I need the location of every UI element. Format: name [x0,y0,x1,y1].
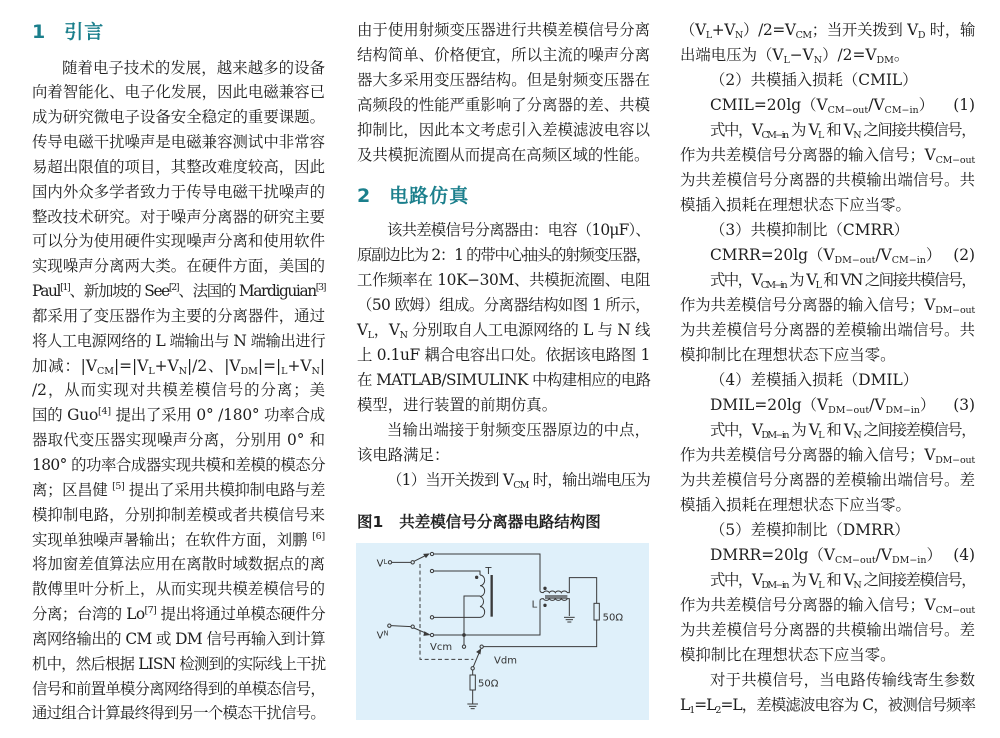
text-line: 模型，进行装置的前期仿真。 [357,395,558,414]
l-label: L [531,599,538,611]
resistor-label-right: 50Ω [602,612,624,624]
subscript: L [367,329,374,341]
equation-body: $CMIL=20\lg(V_{CM-out}/V_{CM-in})$ [710,95,935,116]
equation [680,543,975,568]
text-line: 式中，$V_{DM-in}$ 为 $V_L$ 和 $V_N$ 之间接差模信号， [710,420,976,441]
text-line: 成为研究微电子设备安全稳定的重要课题。 [32,108,325,127]
subscript: DM−out [935,454,975,466]
figure-caption-text: 共差模信号分离器电路结构图 [399,513,601,531]
citation-superscript: [3] [315,282,326,294]
citation-superscript: [4] [98,406,111,418]
subscript: CM−in [760,279,786,291]
text-line: 抑制比，因此本文考虑引入差模滤波电容以 [357,120,650,139]
subscript: DM−in [761,429,788,441]
vn-label: $V^N$ [376,629,389,642]
text-line: 实现噪声分离两大类。在硬件方面，美国的 [32,257,325,276]
column-3-body [680,18,975,718]
subscript: DM [240,365,258,377]
text-line: 上 0.1uF 耦合电容出口处。依据该电路图 1 [357,345,650,364]
text-line: 器大多采用变压器结构。但是射频变压器在 [357,70,650,89]
text-line: $L_1=L_2=L$，差模滤波电容为 C，被测信号频率 [680,695,975,716]
equation-body: $CMRR=20\lg(V_{DM-out}/V_{CM-in})$ [710,245,942,266]
subscript: L [148,365,155,377]
subscript: N [853,579,861,591]
citation-superscript: [5] [112,480,125,492]
resistor-label-bottom: 50Ω [478,678,499,690]
resistor-50-ohm-right [483,603,599,646]
equation-number: (4) [953,545,975,564]
citation-superscript: [1] [60,282,70,294]
coil-t [430,569,491,648]
text-line: 结构简单、价格便宜，所以主流的噪声分离 [357,45,650,64]
subscript: CM [96,365,114,377]
subscript: DM−in [891,554,927,566]
text-line: 式中，$V_{CM-in}$ 为 $V_L$ 和 VN 之间接共模信号， [710,270,976,291]
subscript: L [783,54,790,66]
text-line: 式中，$V_{CM-in}$ 为 $V_L$ 和 $V_N$ 之间接共模信号， [710,120,976,141]
vdm-label: Vdm [494,655,517,667]
text-line: （5）差模抑制比（DMRR） [710,520,910,539]
text-line: 国内外众多学者致力于传导电磁干扰噪声的 [32,182,325,201]
equation [680,93,975,118]
text-line: （3）共模抑制比（CMRR） [710,220,910,239]
text-line: 由于使用射频变压器进行共模差模信号分离 [357,20,650,39]
text-line: 传导电磁干扰噪声是电磁兼容测试中非常容 [32,133,325,152]
text-line: 原副边比为 2：1 的带中心抽头的射频变压器， [357,245,650,264]
text-line: 出端电压为$(V_L-V_N)/2=V_{DM}$。 [680,45,910,66]
text-line: 式中，$V_{DM-in}$ 为 $V_L$ 和 $V_N$ 之间接差模信号， [710,570,976,591]
subscript: L [815,279,821,291]
text-line: 国的 Guo[4] 提出了采用 0° /180° 功率合成 [32,406,325,425]
equation [680,243,975,268]
text-line: 作为共差模信号分离器的输入信号；$V_{DM-out}$ [680,445,975,466]
subscript: DM−in [885,404,920,416]
text-line: （4）差模插入损耗（DMIL） [710,370,919,389]
subscript: CM−out [827,104,869,116]
text-line: 为共差模信号分离器的共模输出端信号。共 [680,170,975,189]
subscript: DM−out [935,304,975,316]
citation-superscript: [7] [144,605,157,617]
subscript: 1 [689,704,695,716]
text-line: 工作频率在 10K−30M、共模扼流圈、电阻 [357,270,650,289]
subscript: N [813,54,823,66]
subscript: N [853,429,861,441]
section-title: 引言 [64,21,105,43]
subscript: L [818,129,823,141]
text-line: 随着电子技术的发展，越来越多的设备 [62,58,325,77]
subscript: DM−in [761,579,788,591]
text-line: 当输出端接于射频变压器原边的中点， [387,420,650,439]
section-1-heading [32,20,104,44]
text-line: 将人工电源网络的 L 端输出与 N 端输出进行 [32,331,325,350]
text-line: 为共差模信号分离器的差模输出端信号。差 [680,470,975,489]
text-line: 对于共模信号，当电路传输线寄生参数 [710,670,975,689]
subscript: DM−out [828,404,870,416]
text-line: 作为共差模信号分离器的输入信号；$V_{DM-out}$ [680,295,975,316]
text-line: 散傅里叶分析上，从而实现共模差模信号的 [32,580,325,599]
text-line: 分离；台湾的 Lo[7] 提出将通过单模态硬件分 [32,605,325,624]
subscript: CM [795,29,812,41]
column-2-body [357,218,650,493]
text-line: 模抑制电路，分别抑制差模或者共模信号来 [32,505,325,524]
subscript: N [311,365,320,377]
equation-number: (3) [953,395,975,414]
column-2-top-body [357,18,650,168]
equation-body: $DMRR=20\lg(V_{CM-out}/V_{DM-in})$ [710,545,942,566]
text-line: 机中，然后根据 LISN 检测到的实际线上干扰 [32,654,326,673]
subscript: CM−out [935,604,975,616]
subscript: 2 [715,704,721,716]
section-number: 1 [32,21,47,43]
subscript: N [853,129,860,141]
subscript: L [818,579,823,591]
subscript: DM−out [834,254,876,266]
subscript: N [734,29,743,41]
text-line: 易超出限值的项目，其整改难度较高，因此 [32,157,325,176]
equation-number: (2) [953,245,975,264]
vdm-switch [467,645,483,709]
text-line: 向着智能化、电子化发展，因此电磁兼容已 [32,83,325,102]
text-line: $(V_L+V_N)/2=V_{CM}$；当开关拨到 $V_D$ 时，输 [680,20,975,41]
subscript: DM [876,54,894,66]
subscript: CM−in [891,254,926,266]
text-line: 器取代变压器实现噪声分离，分别用 0° 和 [32,431,325,450]
text-line: 可以分为使用硬件实现噪声分离和使用软件 [32,232,325,251]
text-line: 为共差模信号分离器的共模输出端信号。差 [680,620,975,639]
figure-number: 图1 [357,513,384,531]
equation-number: (1) [953,95,975,114]
text-line: 离网络输出的 CM 或 DM 信号再输入到计算 [32,629,325,648]
subscript: D [917,29,926,41]
text-line: 作为共差模信号分离器的输入信号；$V_{CM-out}$ [680,145,975,166]
text-line: （2）共模插入损耗（CMIL） [710,70,918,89]
text-line: Paul[1]、新加坡的 See[2]、法国的 Mardiguian[3] [32,282,326,301]
text-line: 离；区昌健 [5] 提出了采用共模抑制电路与差 [32,480,326,499]
text-line: 为共差模信号分离器的差模输出端信号。共 [680,320,975,339]
circuit-diagram [340,500,660,738]
text-line: 该共差模信号分离器由：电容（10μF）、 [387,220,650,239]
equation [680,393,975,418]
text-line: 及共模扼流圈从而提高在高频区域的性能。 [357,145,650,164]
text-line: （50 欧姆）组成。分离器结构如图 1 所示， [357,295,650,314]
text-line: /2，从而实现对共模差模信号的分离；美 [32,381,325,400]
subscript: CM [513,479,529,491]
text-line: 将加窗差值算法应用在离散时域数据点的离 [32,555,325,574]
text-line: 模抑制比在理想状态下应当零。 [680,645,896,664]
citation-superscript: [6] [312,530,325,542]
text-line: 模插入损耗在理想状态下应当零。 [680,195,911,214]
text-line: 作为共差模信号分离器的输入信号；$V_{CM-out}$ [680,595,975,616]
text-line: 该电路满足： [357,445,450,464]
section-2-heading [357,184,469,208]
subscript: CM−in [761,129,788,141]
text-line: 整改技术研究。对于噪声分离器的研究主要 [32,207,325,226]
text-line: （1）当开关拨到 $V_{CM}$ 时，输出端电压为 [387,470,650,491]
text-line: 都采用了变压器作为主要的分离器件，通过 [32,306,325,325]
text-line: 模抑制比在理想状态下应当零。 [680,345,896,364]
text-line: $V_L$，$V_N$ 分别取自人工电源网络的 L 与 N 线 [357,320,650,341]
subscript: CM−in [884,104,919,116]
vcm-label: Vcm [430,642,453,653]
text-line: 加减：$|V_{CM}|=|V_L+V_N|/2$、$|V_{DM}|=|_L+V_N|$ [32,356,325,377]
text-line: 180° 的功率合成器实现共模和差模的模态分 [32,456,325,474]
citation-superscript: [2] [168,282,179,294]
subscript: N [178,365,187,377]
text-line: 在 MATLAB/SIMULINK 中构建相应的电路 [357,370,651,389]
text-line: 实现单独噪声暑输出；在软件方面，刘鹏 [6] [32,530,325,549]
t-label: T [485,566,492,577]
text-line: 模插入损耗在理想状态下应当零。 [680,495,911,514]
text-line: 高频段的性能严重影响了分离器的差、共模 [357,95,650,114]
text-line: 信号和前置单模分离网络得到的单模态信号， [32,679,325,698]
section-number: 2 [357,185,372,207]
subscript: L [281,365,288,377]
text-line: 通过组合计算最终得到另一个模态干扰信号。 [32,704,325,723]
equation-body: $DMIL=20\lg(V_{DM-out}/V_{DM-in})$ [710,395,936,416]
subscript: L [705,29,712,41]
section-title: 电路仿真 [389,185,470,207]
subscript: CM−out [935,154,975,166]
subscript: L [818,429,823,441]
subscript: CM−out [835,554,876,566]
vl-label: $V^L$ [376,558,388,570]
subscript: N [399,329,408,341]
column-1-body [32,56,325,727]
common-mode-choke [540,578,597,622]
